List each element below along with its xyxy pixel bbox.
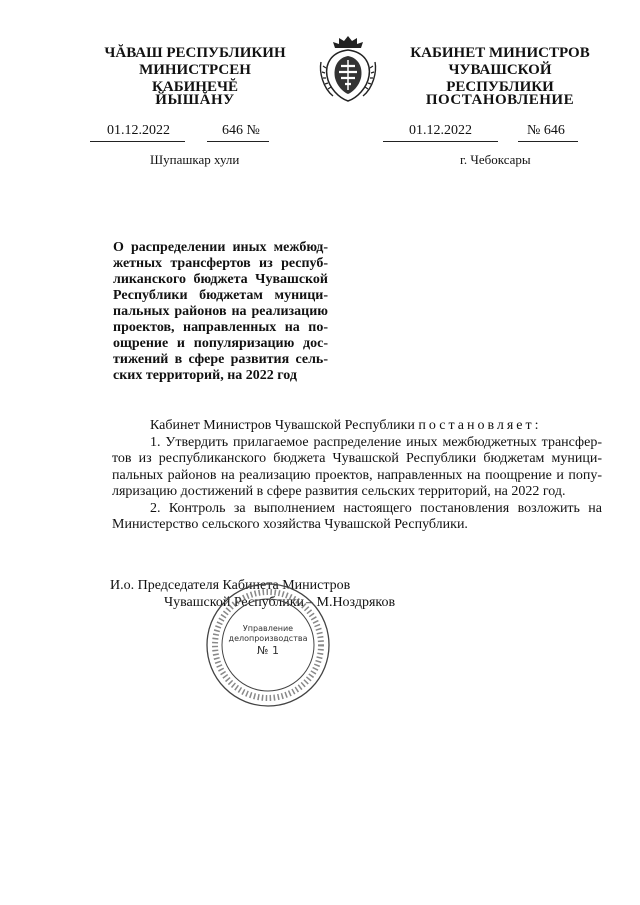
signature-title-line-1: И.о. Председателя Кабинета Министров (110, 578, 351, 593)
official-stamp-seal (203, 580, 333, 710)
right-number-underline (518, 141, 578, 142)
stamp-inner-line-2: делопроизводства (228, 634, 308, 643)
stamp-inner-number: № 1 (257, 644, 279, 657)
header-right-doctype: ПОСТАНОВЛЕНИЕ (425, 92, 575, 108)
right-number: № 646 (527, 123, 565, 138)
document-title (113, 240, 328, 384)
paragraph-2-line: Министерство сельского хозяйства Чувашской Республики. (112, 517, 468, 532)
paragraph-1-line: 1. Утвердить прилагаемое распределение иных межбюджетных трансфер- (150, 434, 602, 450)
header-left-line-2: МИНИСТРСЕН КАБИНЕЧĔ (139, 62, 251, 95)
title-line: пальных районов на реализацию (113, 304, 328, 319)
right-place: г. Чебоксары (460, 152, 531, 167)
title-line: О распределении иных межбюд- (113, 240, 328, 255)
paragraph-1-line: ляризацию достижений в сфере развития сельских территорий, на 2022 год. (112, 484, 566, 499)
body-intro-verb: постановляет: (418, 418, 542, 433)
body-intro: Кабинет Министров Чувашской Республики (150, 418, 415, 433)
header-left-line-1: ЧĂВАШ РЕСПУБЛИКИН (104, 45, 286, 61)
title-line: проектов, направленных на по- (113, 320, 328, 335)
coat-of-arms-emblem-icon (317, 32, 379, 104)
signature-name: – М.Ноздряков (306, 595, 396, 610)
stamp-inner-line-1: Управление (242, 624, 294, 633)
header-right-line-2: ЧУВАШСКОЙ РЕСПУБЛИКИ (446, 62, 554, 95)
title-line: ликанского бюджета Чувашской (113, 272, 328, 287)
paragraph-2-line: 2. Контроль за выполнением настоящего постановления возложить на (150, 500, 602, 516)
title-line: жетных трансфертов из респуб- (113, 256, 328, 271)
header-right-org (395, 45, 605, 96)
left-place: Шупашкар хули (150, 152, 240, 167)
left-date-underline (90, 141, 185, 142)
left-number-underline (207, 141, 269, 142)
header-right-line-1: КАБИНЕТ МИНИСТРОВ (410, 45, 590, 61)
title-line: ских территорий, на 2022 год (113, 368, 297, 383)
body-intro-line (112, 418, 602, 435)
header-left-doctype: ЙЫШĂНУ (155, 92, 235, 108)
left-date: 01.12.2022 (107, 123, 170, 138)
right-date: 01.12.2022 (409, 123, 472, 138)
left-number: 646 № (222, 123, 260, 138)
paragraph-1-line: тов из республиканского бюджета Чувашской Республики бюджетам муници- (112, 451, 602, 466)
title-line: Республики бюджетам муници- (113, 288, 328, 303)
document-body (112, 418, 602, 534)
title-line: ощрение и популяризацию дос- (113, 336, 328, 351)
title-line: тижений в сфере развития сель- (113, 352, 328, 367)
paragraph-1-line: пальных районов на реализацию проектов, направленных на поощрение и попу- (112, 467, 602, 483)
right-date-underline (383, 141, 498, 142)
signature-title-line-2: Чувашской Республики (164, 595, 305, 610)
header-left-org (100, 45, 290, 96)
